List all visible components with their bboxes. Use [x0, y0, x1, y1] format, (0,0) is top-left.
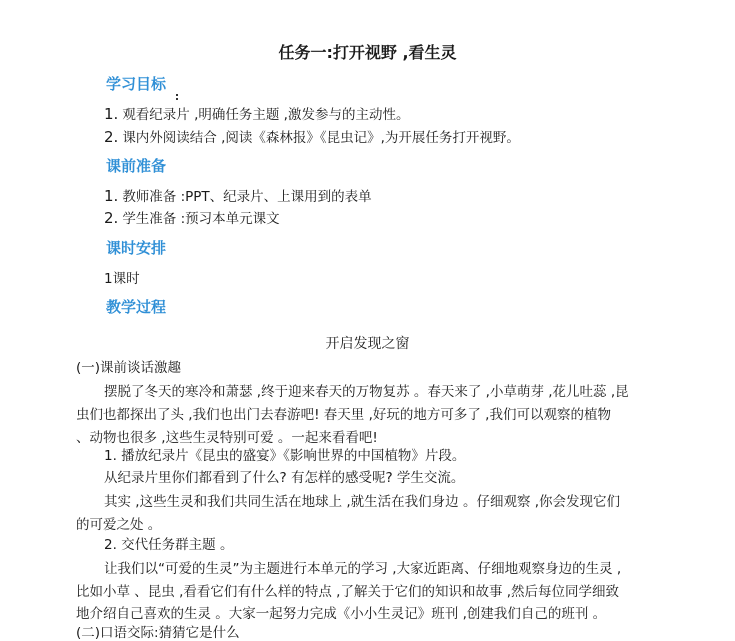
paragraph-1-line-2: 虫们也都探出了头 ,我们也出门去春游吧! 春天里 ,好玩的地方可多了 ,我们可以观察的植物	[76, 407, 611, 423]
prep-item-1	[104, 185, 372, 205]
paragraph-2-line-2: 的可爱之处 。	[76, 517, 162, 533]
prep-item-1-text: 教师准备 :PPT、纪录片、上课用到的表单	[122, 189, 372, 205]
prep-item-2	[104, 207, 280, 227]
goal-item-1-num: 1.	[104, 105, 119, 123]
section-heading-goals: 学习目标	[106, 75, 167, 93]
section-heading-schedule: 课时安排	[106, 239, 167, 257]
goal-item-2	[104, 126, 520, 146]
prep-item-2-num: 2.	[104, 209, 119, 227]
paragraph-2-line-1: 其实 ,这些生灵和我们共同生活在地球上 ,就生活在我们身边 。仔细观察 ,你会发现它们	[104, 494, 621, 510]
paragraph-3-line-3: 地介绍自己喜欢的生灵 。大家一起努力完成《小小生灵记》班刊 ,创建我们自己的班刊 。	[76, 606, 607, 622]
stray-mark	[176, 94, 180, 100]
prep-item-1-num: 1.	[104, 187, 119, 205]
step-2: 2. 交代任务群主题 。	[104, 537, 234, 553]
section-heading-prep: 课前准备	[106, 157, 167, 175]
section-heading-process: 教学过程	[106, 298, 167, 316]
goal-item-2-num: 2.	[104, 128, 119, 146]
part2-heading: (二)口语交际:猜猜它是什么	[76, 625, 240, 641]
goal-item-1-text: 观看纪录片 ,明确任务主题 ,激发参与的主动性。	[122, 107, 410, 123]
paragraph-1-line-3: 、动物也很多 ,这些生灵特别可爱 。一起来看看吧!	[76, 430, 378, 446]
schedule-text: 1课时	[104, 271, 140, 287]
step-1: 1. 播放纪录片《昆虫的盛宴》《影响世界的中国植物》片段。	[104, 448, 466, 464]
goal-item-1	[104, 103, 409, 123]
paragraph-1-line-1: 摆脱了冬天的寒冷和萧瑟 ,终于迎来春天的万物复苏 。春天来了 ,小草萌芽 ,花儿吐蕊 ,昆	[104, 384, 629, 400]
prep-item-2-text: 学生准备 :预习本单元课文	[122, 211, 280, 227]
page-title: 任务一:打开视野 ,看生灵	[278, 43, 457, 62]
process-subtitle: 开启发现之窗	[325, 336, 410, 352]
paragraph-3-line-1: 让我们以“可爱的生灵”为主题进行本单元的学习 ,大家近距离、仔细地观察身边的生灵 ,	[104, 561, 622, 577]
goal-item-2-text: 课内外阅读结合 ,阅读《森林报》《昆虫记》,为开展任务打开视野。	[122, 130, 520, 146]
part1-heading: (一)课前谈话激趣	[76, 360, 182, 376]
step-1-question: 从纪录片里你们都看到了什么? 有怎样的感受呢? 学生交流。	[104, 470, 465, 486]
paragraph-3-line-2: 比如小草 、昆虫 ,看看它们有什么样的特点 ,了解关于它们的知识和故事 ,然后每位同学细致	[76, 584, 620, 600]
